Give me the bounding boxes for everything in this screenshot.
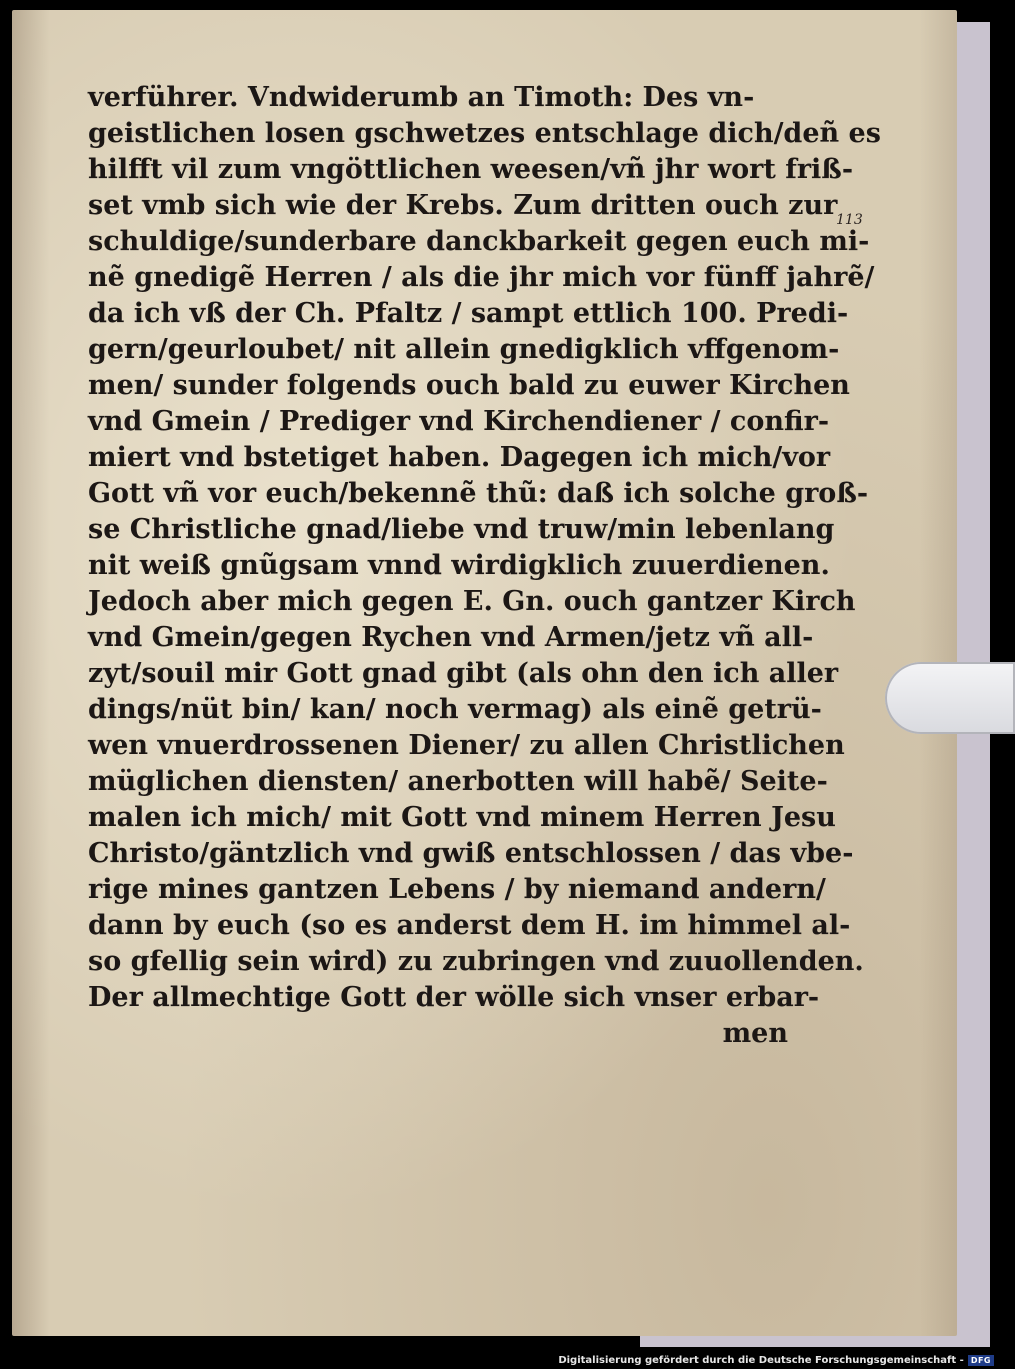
funding-notice: Digitalisierung gefördert durch die Deutsche Forschungsgemeinschaft -	[558, 1355, 964, 1366]
text-line: wen vnuerdrossenen Diener/ zu allen Christlichen	[88, 730, 845, 761]
text-line: men/ sunder folgends ouch bald zu euwer Kirchen	[88, 370, 850, 401]
text-line: vnd Gmein/gegen Rychen vnd Armen/jetz vñ all-	[88, 622, 814, 653]
text-line: verführer. Vndwiderumb an Timoth: Des vn-	[88, 82, 755, 113]
text-line: Gott vñ vor euch/bekennẽ thũ: daß ich solche groß-	[88, 478, 869, 509]
text-line: gern/geurloubet/ nit allein gnedigklich vffgenom-	[88, 334, 840, 365]
dfg-logo: DFG	[968, 1355, 994, 1366]
text-line: hilfft vil zum vngöttlichen weesen/vñ jhr wort friß-	[88, 154, 854, 185]
text-line: vnd Gmein / Prediger vnd Kirchendiener / confir-	[88, 406, 830, 437]
catchword: men	[722, 1018, 788, 1049]
footer	[558, 1355, 994, 1366]
text-line: nẽ gnedigẽ Herren / als die jhr mich vor fünff jahrẽ/	[88, 262, 875, 293]
page-number: 113	[836, 212, 863, 228]
page-clip-tab	[885, 662, 1015, 734]
text-line: schuldige/sunderbare danckbarkeit gegen euch mi-	[88, 226, 870, 257]
text-line: Jedoch aber mich gegen E. Gn. ouch gantzer Kirch	[88, 586, 856, 617]
text-line: set vmb sich wie der Krebs. Zum dritten ouch zur	[88, 190, 838, 221]
text-line: müglichen diensten/ anerbotten will habẽ/ Seite-	[88, 766, 828, 797]
text-line: dann by euch (so es anderst dem H. im himmel al-	[88, 910, 851, 941]
text-line: so gfellig sein wird) zu zubringen vnd zuuollenden.	[88, 946, 864, 977]
text-line: se Christliche gnad/liebe vnd truw/min lebenlang	[88, 514, 835, 545]
text-line: miert vnd bstetiget haben. Dagegen ich mich/vor	[88, 442, 831, 473]
text-line: malen ich mich/ mit Gott vnd minem Herren Jesu	[88, 802, 836, 833]
text-line: rige mines gantzen Lebens / by niemand andern/	[88, 874, 826, 905]
text-line: da ich vß der Ch. Pfaltz / sampt ettlich 100. Predi-	[88, 298, 849, 329]
text-line: Christo/gäntzlich vnd gwiß entschlossen / das vbe-	[88, 838, 854, 869]
text-line: dings/nüt bin/ kan/ noch vermag) als einẽ getrü-	[88, 694, 822, 725]
text-line: Der allmechtige Gott der wölle sich vnser erbar-	[88, 982, 820, 1013]
text-line: nit weiß gnũgsam vnnd wirdigklich zuuerdienen.	[88, 550, 830, 581]
text-line: zyt/souil mir Gott gnad gibt (als ohn den ich aller	[88, 658, 839, 689]
text-line: geistlichen losen gschwetzes entschlage dich/deñ es	[88, 118, 881, 149]
